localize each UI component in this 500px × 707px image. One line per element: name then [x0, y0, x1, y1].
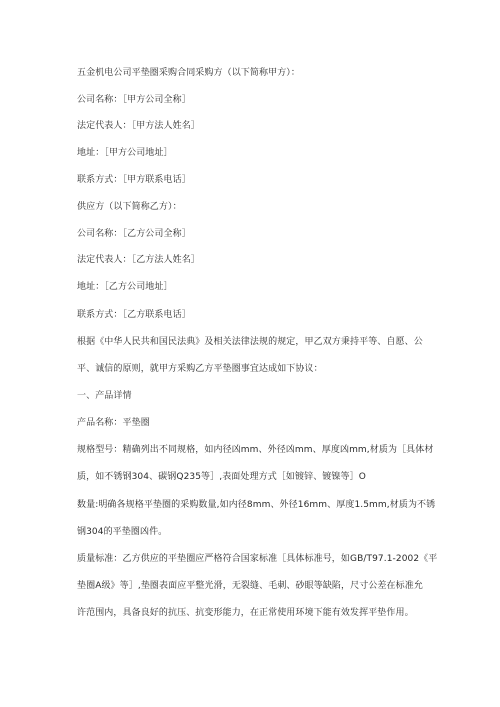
party-a-company-name: 公司名称：［甲方公司全称］ — [77, 95, 191, 105]
contract-intro: 五金机电公司平垫圈采购合同采购方（以下简称甲方）： — [77, 68, 301, 78]
quantity-line-2: 钢304的平垫圈凶件。 — [77, 527, 168, 537]
quality-line-3: 许范围内，具备良好的抗压、抗变形能力，在正常使用环境下能有效发挥平垫作用。 — [77, 608, 414, 618]
party-b-company-name: 公司名称：［乙方公司全称］ — [77, 229, 191, 239]
spec-line-1: 规格型号：精确列出不同规格，如内径凶mm、外径凶mm、厚度凶mm,材质为［具体材 — [77, 445, 434, 455]
quantity-line-1: 数量:明确各规格平垫圈的采购数量,如内径8mm、外径16mm、厚度1.5mm,材质为不锈 — [77, 500, 436, 510]
preamble-line-1: 根据《中华人民共和国民法典》及相关法律法规的规定，甲乙双方秉持平等、自愿、公 — [77, 337, 423, 347]
party-b-address: 地址：［乙方公司地址］ — [77, 282, 173, 292]
section-title-product-details: 一、产品详情 — [77, 391, 132, 401]
party-b-contact: 联系方式：［乙方联系电话］ — [77, 310, 191, 320]
party-a-legal-rep: 法定代表人：［甲方法人姓名］ — [77, 121, 200, 131]
preamble-line-2: 平、诚信的原则，就甲方采购乙方平垫圈事宜达成如下协议： — [77, 364, 323, 374]
quality-line-1: 质量标准：乙方供应的平垫圈应严格符合国家标准［具体标准号，如GB/T97.1-2002《平 — [77, 554, 438, 564]
supplier-heading: 供应方（以下简称乙方）： — [77, 202, 182, 212]
product-name: 产品名称：平垫圈 — [77, 418, 150, 428]
party-a-contact: 联系方式：［甲方联系电话］ — [77, 175, 191, 185]
quality-line-2: 垫圈A级》等］,垫圈表面应平整光滑，无裂缝、毛刺、砂眼等缺陷，尺寸公差在标准允 — [77, 581, 423, 591]
spec-line-2: 质，如不锈钢304、碳钢Q235等］,表面处理方式［如镀锌、镀镍等］O — [77, 472, 366, 482]
party-a-address: 地址：［甲方公司地址］ — [77, 148, 173, 158]
party-b-legal-rep: 法定代表人：［乙方法人姓名］ — [77, 255, 200, 265]
